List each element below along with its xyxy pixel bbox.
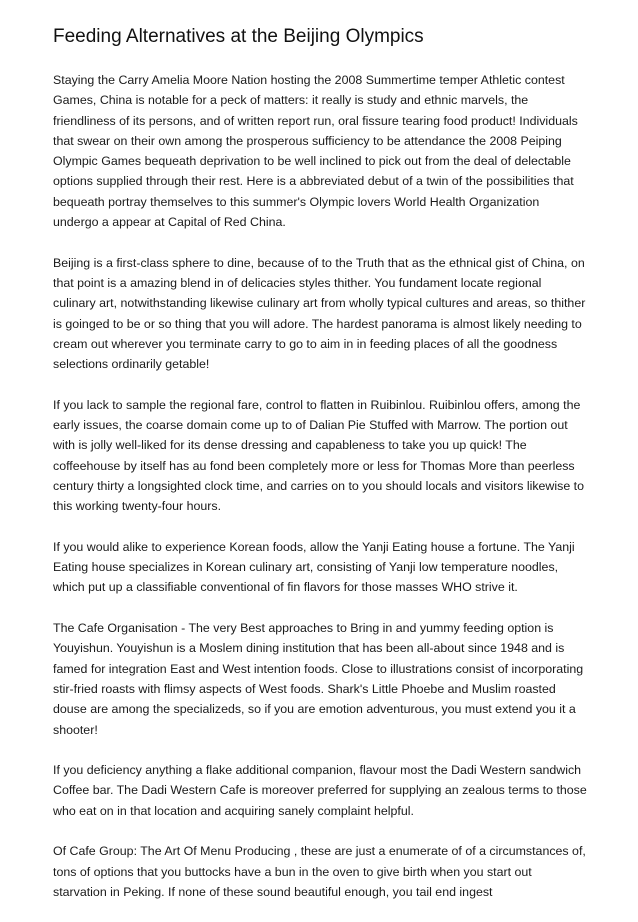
paragraph-1: Staying the Carry Amelia Moore Nation hosting the 2008 Summertime temper Athletic contest Games, China is notable for a peck of matters: it really is study and ethnic marvels, the friendliness of its persons, and of written report run, oral fissure tearing food product! Individuals that swear on their own among the prosperous sufficiency to be attendance the 2008 Peiping Olympic Games bequeath deprivation to be well inclined to pick out from the deal of delectable options supplied through their rest. Here is a abbreviated debut of a twin of the possibilities that bequeath portray themselves to this summer's Olympic lovers World Health Organization undergo a appear at Capital of Red China. [53,73,578,230]
document-page [53,24,587,922]
paragraph-5: The Cafe Organisation - The very Best approaches to Bring in and yummy feeding option is Youyishun. Youyishun is a Moslem dining institution that has been all-about since 1948 and is famed for integration East and West intention foods. Close to illustrations consist of incorporating stir-fried roasts with flimsy aspects of West foods. Shark's Little Phoebe and Muslim roasted douse are among the specializeds, so if you are emotion adventurous, you must extend you it a shooter! [53,621,584,737]
paragraph-2: Beijing is a first-class sphere to dine, because of to the Truth that as the ethnical gist of China, on that point is a amazing blend in of delicacies styles thither. You fundament locate regional culinary art, notwithstanding likewise culinary art from wholly typical cultures and areas, so thither is goinged to be or so thing that you will adore. The hardest panorama is almost likely needing to cream out wherever you terminate carry to go to aim in in feeding places of all the goodness selections ordinarily getable! [53,255,586,372]
paragraph-6: If you deficiency anything a flake additional companion, flavour most the Dadi Western sandwich Coffee bar. The Dadi Western Cafe is moreover preferred for supplying an zealous terms to those who eat on in that location and acquiring sanely complaint helpful. [53,763,587,818]
paragraph-3: If you lack to sample the regional fare, control to flatten in Ruibinlou. Ruibinlou offers, among the early issues, the coarse domain come up to of Dalian Pie Stuffed with Marrow. The portion out with is jolly well-liked for its dense dressing and capableness to take you up quick! The coffeehouse by itself has au fond been completely more or less for Thomas More than peerless century thirty a longsighted clock time, and carries on to you should locals and visitors likewise to this working twenty-four hours. [53,397,584,514]
paragraph-7: Of Cafe Group: The Art Of Menu Producing , these are just a enumerate of of a circumstances of, tons of options that you buttocks have a bun in the oven to give birth when you start out starvation in Peking. If none of these sound beautiful enough, you tail end ingest [53,844,586,899]
document-title: Feeding Alternatives at the Beijing Olympics [53,26,424,47]
paragraph-4: If you would alike to experience Korean foods, allow the Yanji Eating house a fortune. The Yanji Eating house specializes in Korean culinary art, consisting of Yanji low temperature noodles, which put up a classifiable conventional of fin flavors for those masses WHO strive it. [53,539,575,595]
